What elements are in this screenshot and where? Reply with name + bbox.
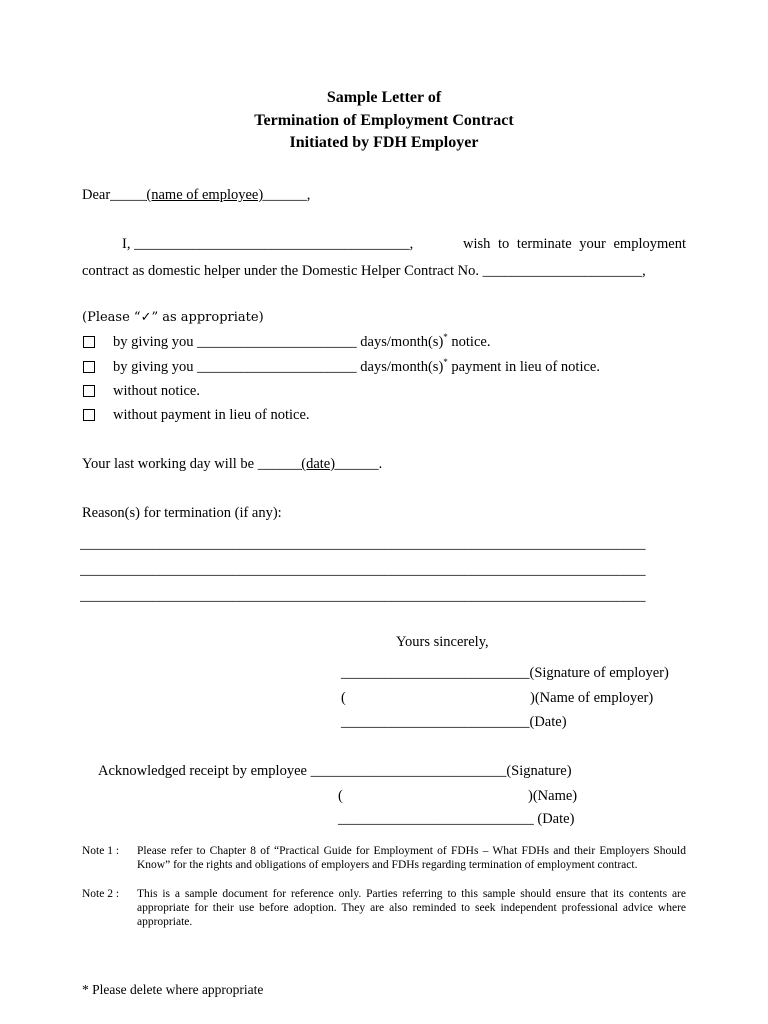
last-day-blank-after: ______ bbox=[335, 456, 379, 472]
employer-name-blank: ______________________________________, bbox=[134, 236, 414, 252]
option-text-1-sup: * bbox=[443, 332, 448, 343]
employer-signature-line: __________________________(Signature of employer) bbox=[341, 665, 669, 681]
last-day-date-placeholder: (date) bbox=[301, 456, 336, 472]
intro-text: wish to terminate your employment bbox=[463, 236, 686, 252]
last-day-suffix: . bbox=[378, 456, 383, 472]
title-line-3: Initiated by FDH Employer bbox=[289, 134, 479, 151]
option-text-1-main: by giving you ______________________ days/month(s) bbox=[113, 334, 444, 350]
employee-name-close: )(Name) bbox=[528, 788, 578, 804]
reason-line-3: ______________________________________________________________________________ bbox=[80, 588, 646, 604]
option-text-4: without payment in lieu of notice. bbox=[113, 407, 310, 423]
last-day-prefix: Your last working day will be bbox=[82, 456, 258, 472]
option-checkbox-3[interactable] bbox=[83, 385, 95, 397]
option-checkbox-2[interactable] bbox=[83, 361, 95, 373]
option-text-2-main: by giving you ______________________ days/month(s) bbox=[113, 359, 444, 375]
reason-line-1: ______________________________________________________________________________ bbox=[80, 536, 646, 552]
employer-name-open: ( bbox=[341, 690, 346, 706]
option-checkbox-1[interactable] bbox=[83, 336, 95, 348]
employee-date-line: ___________________________ (Date) bbox=[338, 811, 575, 827]
dear-label: Dear bbox=[82, 187, 111, 203]
option-text-3: without notice. bbox=[113, 383, 200, 399]
employee-name-placeholder: (name of employee) bbox=[146, 187, 264, 203]
footnote: * Please delete where appropriate bbox=[82, 982, 264, 997]
note-1-text: Please refer to Chapter 8 of “Practical Guide for Employment of FDHs – What FDHs and their Employers Should Know” for the rights and obligations of employers and FDHs regarding termination of employment contract. bbox=[137, 845, 686, 871]
dear-blank-before: _____ bbox=[110, 187, 147, 203]
option-text-2-end: payment in lieu of notice. bbox=[447, 359, 600, 375]
title-line-1: Sample Letter of bbox=[326, 89, 442, 106]
dear-blank-after: ______, bbox=[263, 187, 311, 203]
yours-sincerely: Yours sincerely, bbox=[396, 634, 489, 650]
reason-line-2: ______________________________________________________________________________ bbox=[80, 562, 646, 578]
title-line-2: Termination of Employment Contract bbox=[254, 112, 514, 129]
option-text-1-end: notice. bbox=[447, 334, 491, 350]
salutation bbox=[82, 187, 310, 204]
options-instruction: (Please “✓” as appropriate) bbox=[82, 310, 264, 325]
last-day-blank-before: ______ bbox=[257, 456, 302, 472]
note-1-label: Note 1 : bbox=[82, 845, 120, 857]
option-text-2 bbox=[113, 359, 600, 376]
option-text-2-sup: * bbox=[443, 357, 448, 368]
intro-line-2: contract as domestic helper under the Domestic Helper Contract No. ______________________, bbox=[82, 263, 646, 279]
intro-line-1 bbox=[82, 236, 686, 253]
employer-date-line: __________________________(Date) bbox=[341, 714, 567, 730]
last-working-day bbox=[82, 456, 382, 473]
employer-name-close: )(Name of employer) bbox=[530, 690, 654, 706]
note-2-text: This is a sample document for reference only. Parties referring to this sample should ensure that its contents are appropriate for their use before adoption. They are also reminded to seek independent professional advice where appropriate. bbox=[137, 888, 686, 928]
option-checkbox-4[interactable] bbox=[83, 409, 95, 421]
reasons-label: Reason(s) for termination (if any): bbox=[82, 505, 282, 521]
employee-name-open: ( bbox=[338, 788, 343, 804]
note-2-label: Note 2 : bbox=[82, 888, 120, 900]
intro-i-label: I, bbox=[122, 236, 131, 252]
employee-acknowledgement: Acknowledged receipt by employee ___________________________(Signature) bbox=[98, 763, 572, 779]
option-text-1 bbox=[113, 334, 490, 351]
